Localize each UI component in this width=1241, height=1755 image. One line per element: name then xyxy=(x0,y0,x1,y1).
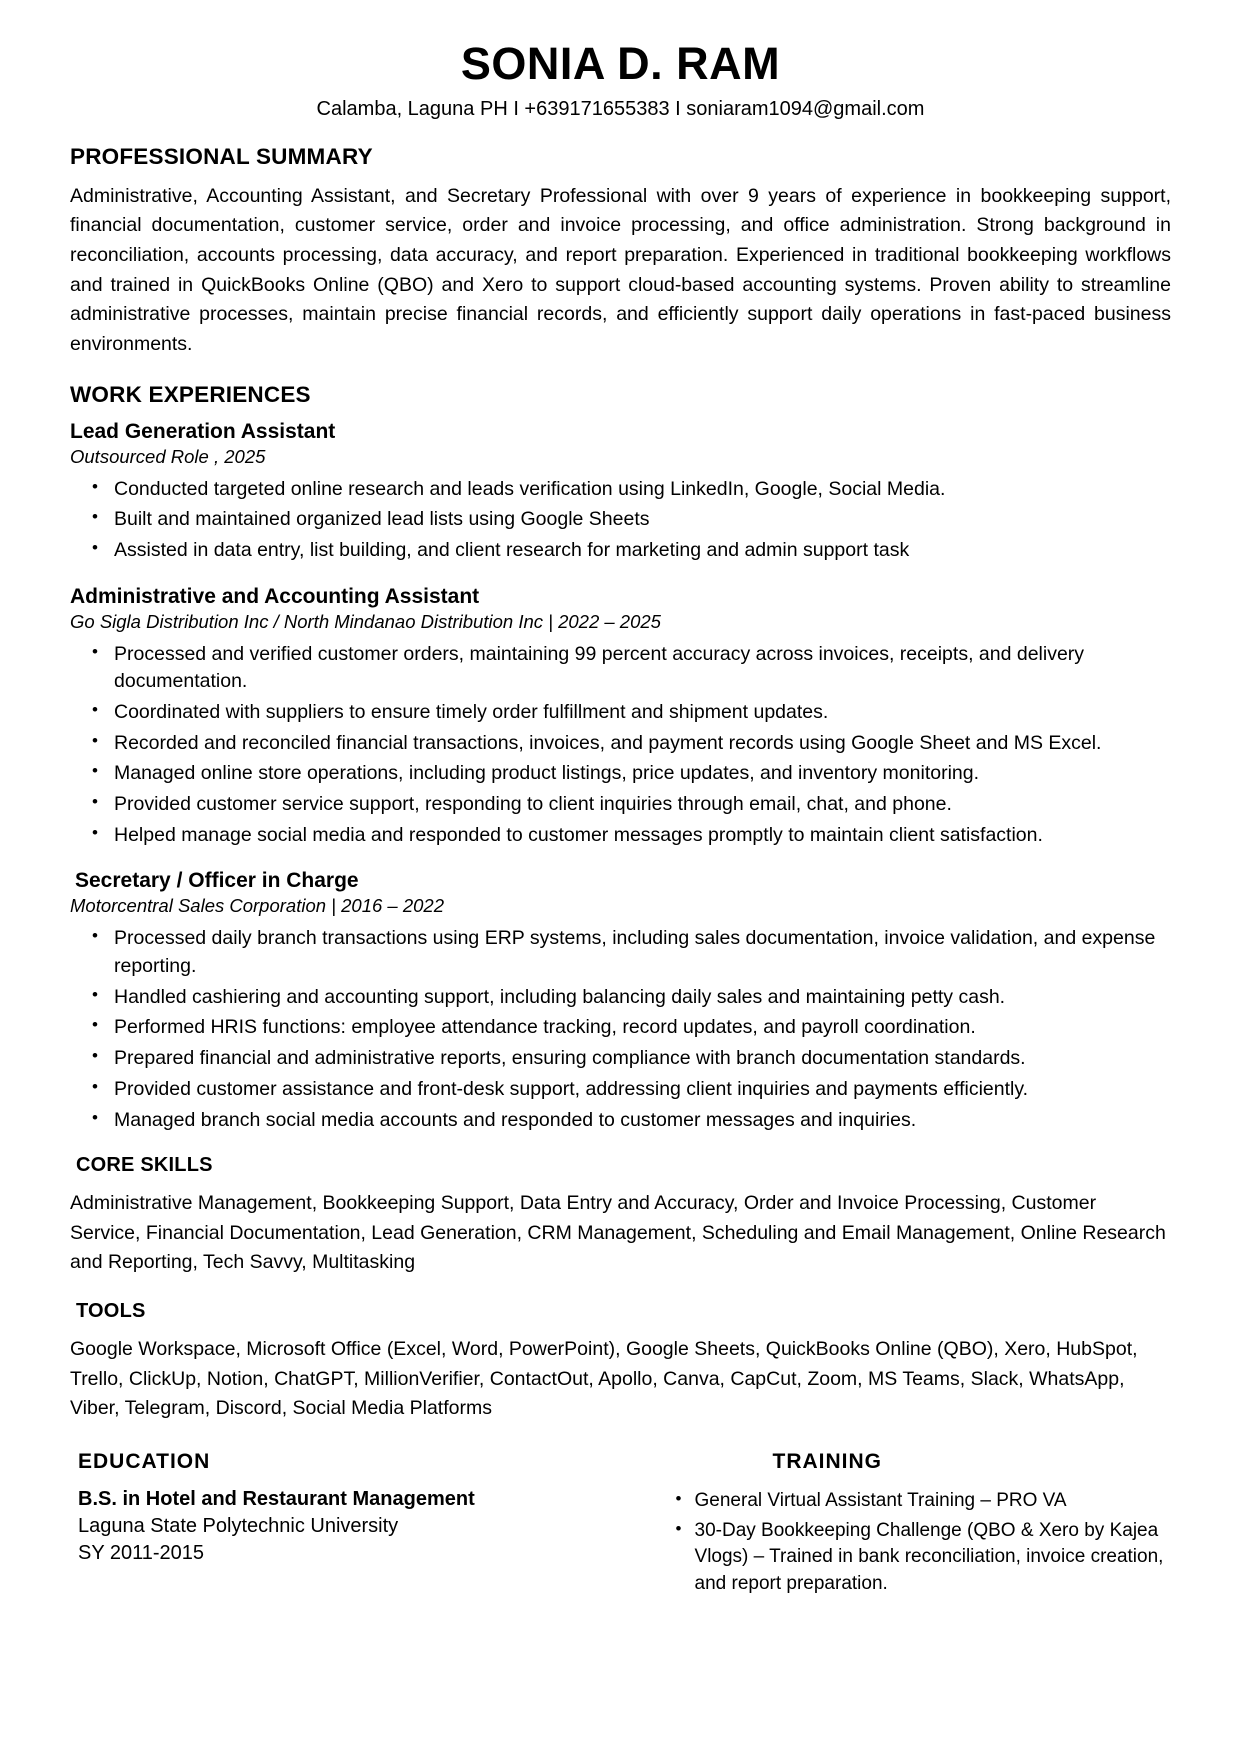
job-bullet: • Managed online store operations, including product listings, price updates, and inventory monitoring. xyxy=(112,760,1171,788)
job-bullets xyxy=(70,641,1171,850)
section-core-skills xyxy=(70,1154,1171,1278)
job-bullet: • Provided customer service support, responding to client inquiries through email, chat, and phone. xyxy=(112,791,1171,819)
job-bullet: • Coordinated with suppliers to ensure timely order fulfillment and shipment updates. xyxy=(112,699,1171,727)
training-item: • 30-Day Bookkeeping Challenge (QBO & Xero by Kajea Vlogs) – Trained in bank reconciliation, invoice creation, and report preparation. xyxy=(695,1518,1171,1597)
job-entry xyxy=(70,869,1171,1134)
job-bullet: • Prepared financial and administrative reports, ensuring compliance with branch documentation standards. xyxy=(112,1045,1171,1073)
job-bullet: • Recorded and reconciled financial transactions, invoices, and payment records using Google Sheet and MS Excel. xyxy=(112,730,1171,758)
job-title: Administrative and Accounting Assistant xyxy=(70,584,480,608)
education-years: SY 2011-2015 xyxy=(78,1541,205,1564)
job-bullet: • Conducted targeted online research and leads verification using LinkedIn, Google, Social Media. xyxy=(112,476,1171,504)
job-title: Secretary / Officer in Charge xyxy=(75,869,359,893)
job-bullets xyxy=(70,925,1171,1134)
job-bullet: • Helped manage social media and responded to customer messages promptly to maintain client satisfaction. xyxy=(112,822,1171,850)
section-tools xyxy=(70,1300,1171,1424)
training-heading: TRAINING xyxy=(772,1449,883,1473)
core-skills-text: Administrative Management, Bookkeeping Support, Data Entry and Accuracy, Order and Invoice Processing, Customer Service, Financial Documentation, Lead Generation, CRM Management, Scheduling and Email Management, Online Research and Reporting, Tech Savvy, Multitasking xyxy=(70,1192,1166,1274)
section-training xyxy=(643,1450,1171,1601)
core-skills-heading: CORE SKILLS xyxy=(76,1154,213,1177)
job-entry xyxy=(70,585,1171,850)
education-degree: B.S. in Hotel and Restaurant Management xyxy=(78,1487,475,1510)
job-meta: Go Sigla Distribution Inc / North Mindanao Distribution Inc | 2022 – 2025 xyxy=(70,610,661,632)
tools-heading: TOOLS xyxy=(76,1300,146,1323)
contact-line: Calamba, Laguna PH I +639171655383 I soniaram1094@gmail.com xyxy=(316,97,925,120)
job-title: Lead Generation Assistant xyxy=(70,419,336,443)
job-bullet: • Assisted in data entry, list building, and client research for marketing and admin support task xyxy=(112,537,1171,565)
job-entry xyxy=(70,420,1171,565)
job-bullet: • Managed branch social media accounts and responded to customer messages and inquiries. xyxy=(112,1107,1171,1135)
job-bullet: • Provided customer assistance and front-desk support, addressing client inquiries and payments efficiently. xyxy=(112,1076,1171,1104)
job-bullets xyxy=(70,476,1171,565)
education-school: Laguna State Polytechnic University xyxy=(78,1514,399,1537)
section-work-experiences xyxy=(70,382,1171,1135)
job-meta: Outsourced Role , 2025 xyxy=(70,445,266,467)
job-bullet: • Handled cashiering and accounting support, including balancing daily sales and maintaining petty cash. xyxy=(112,984,1171,1012)
work-experiences-heading: WORK EXPERIENCES xyxy=(70,381,311,407)
job-meta: Motorcentral Sales Corporation | 2016 – 2022 xyxy=(70,895,445,917)
training-item: • General Virtual Assistant Training – PRO VA xyxy=(695,1488,1171,1514)
section-education xyxy=(70,1450,643,1601)
training-list xyxy=(663,1488,1171,1597)
job-bullet: • Performed HRIS functions: employee attendance tracking, record updates, and payroll coordination. xyxy=(112,1014,1171,1042)
education-training-row xyxy=(70,1450,1171,1601)
candidate-name: SONIA D. RAM xyxy=(460,38,781,89)
resume-header xyxy=(70,38,1171,122)
job-bullet: • Processed daily branch transactions using ERP systems, including sales documentation, invoice validation, and expense reporting. xyxy=(112,925,1171,980)
job-bullet: • Processed and verified customer orders, maintaining 99 percent accuracy across invoices, receipts, and delivery documentation. xyxy=(112,641,1171,696)
professional-summary-text: Administrative, Accounting Assistant, and Secretary Professional with over 9 years of experience in bookkeeping support, financial documentation, customer service, order and invoice processing, and office administration. Strong background in reconciliation, accounts processing, data accuracy, and report preparation. Experienced in traditional bookkeeping workflows and trained in QuickBooks Online (QBO) and Xero to support cloud-based accounting systems. Proven ability to streamline administrative processes, maintain precise financial records, and efficiently support daily operations in fast-paced business environments. xyxy=(70,184,1171,355)
education-heading: EDUCATION xyxy=(78,1449,211,1473)
section-professional-summary xyxy=(70,144,1171,360)
professional-summary-heading: PROFESSIONAL SUMMARY xyxy=(70,143,373,169)
tools-text: Google Workspace, Microsoft Office (Excel, Word, PowerPoint), Google Sheets, QuickBooks Online (QBO), Xero, HubSpot, Trello, ClickUp, Notion, ChatGPT, MillionVerifier, ContactOut, Apollo, Canva, CapCut, Zoom, MS Teams, Slack, WhatsApp, Viber, Telegram, Discord, Social Media Platforms xyxy=(70,1338,1138,1420)
job-bullet: • Built and maintained organized lead lists using Google Sheets xyxy=(112,506,1171,534)
